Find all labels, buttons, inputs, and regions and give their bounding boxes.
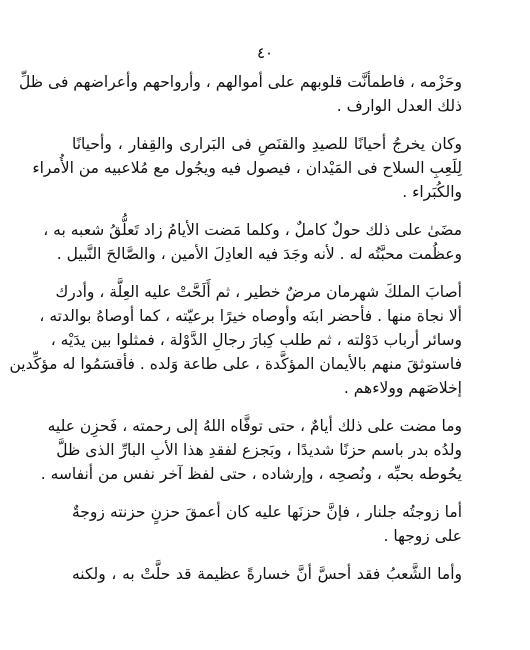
paragraph (9, 280, 462, 400)
text-line: ألا نجاة منها . فأحضر ابنَه وأوصاه خيرًا برعيّته ، كما أوصاهُ بوالدته ، (39, 307, 462, 325)
text-line: على زوجها . (383, 527, 462, 545)
text-line: مضَىٰ على ذلك حولٌ كاملٌ ، وكلما مَضت الأيامُ زاد تَعلُّقُ شعبه به ، (43, 221, 462, 239)
text-line: وحَزْمه ، فاطمأنَّت قلوبهم على أموالهم ، وأرواحهم وأعراضهم فى ظلِّ (19, 73, 462, 91)
text-line: ذلك العدل الوارف . (336, 97, 462, 115)
paragraph (32, 132, 462, 204)
text-line: وأما الشَّعبُ فقد أحسَّ أنَّ خسارةً عظيمة قد حلَّتْ به ، ولكنه (72, 565, 462, 583)
text-line: وسائر أرباب دَوْلته ، ثم طلب كِبارَ رجالِ الدَّوْلة ، فمثلوا بين يدَيْه ، (50, 331, 462, 349)
text-line: لِلَعِبِ السلاح فى المَيْدان ، فيصول فيه ويجُول مع مُلاعبيه من الأُمراء (32, 159, 462, 177)
paragraph (72, 562, 462, 586)
text-line: إخلاصَهم وولاءهم . (343, 379, 462, 397)
body-text (9, 70, 462, 600)
paragraph (19, 70, 462, 118)
paragraph (40, 414, 462, 486)
text-line: ولدُه بدر باسم حزنًا شديدًا ، وبَجزع لفقدِ هذا الأبِ البارِّ الذى ظلَّ (56, 441, 462, 459)
text-line: يحُوطه بحبِّه ، ونُصحِه ، وإرشاده ، حتى لفظ آخر نفس من أنفاسه . (40, 465, 462, 483)
text-line: وكان يخرجُ أحيانًا للصيدِ والقنَصِ فى البَرارى والقِفار ، وأحيانًا (72, 135, 462, 153)
paragraph (43, 218, 462, 266)
paragraph (72, 500, 462, 548)
page-number: ٤٠ (256, 44, 274, 62)
text-line: وما مضت على ذلك أيامٌ ، حتى توفَّاه اللهُ إلى رحمته ، فَحزِن عليه (47, 417, 462, 435)
text-line: فاستوثقَ منهم بالأيمان المؤكَّدة ، على طاعة وَلده . فأقسَمُوا له مؤكِّدين (9, 355, 462, 373)
text-line: وعظُمت محبَّتُه له . لأنه وجَدَ فيه العادِلَ الأمين ، والصَّالحَ النَّبيل . (56, 245, 462, 263)
text-line: أما زوجتُه جلنار ، فإنَّ حزنَها عليه كان أعمقَ حزنٍ حزنته زوجةٌ (72, 503, 462, 521)
text-line: والكُبَراء . (402, 183, 462, 201)
text-line: أصابَ الملكَ شهرمان مرضٌ خطير ، ثم أَلَحَّتْ عليه العِلَّة ، وأدرك (55, 283, 462, 301)
